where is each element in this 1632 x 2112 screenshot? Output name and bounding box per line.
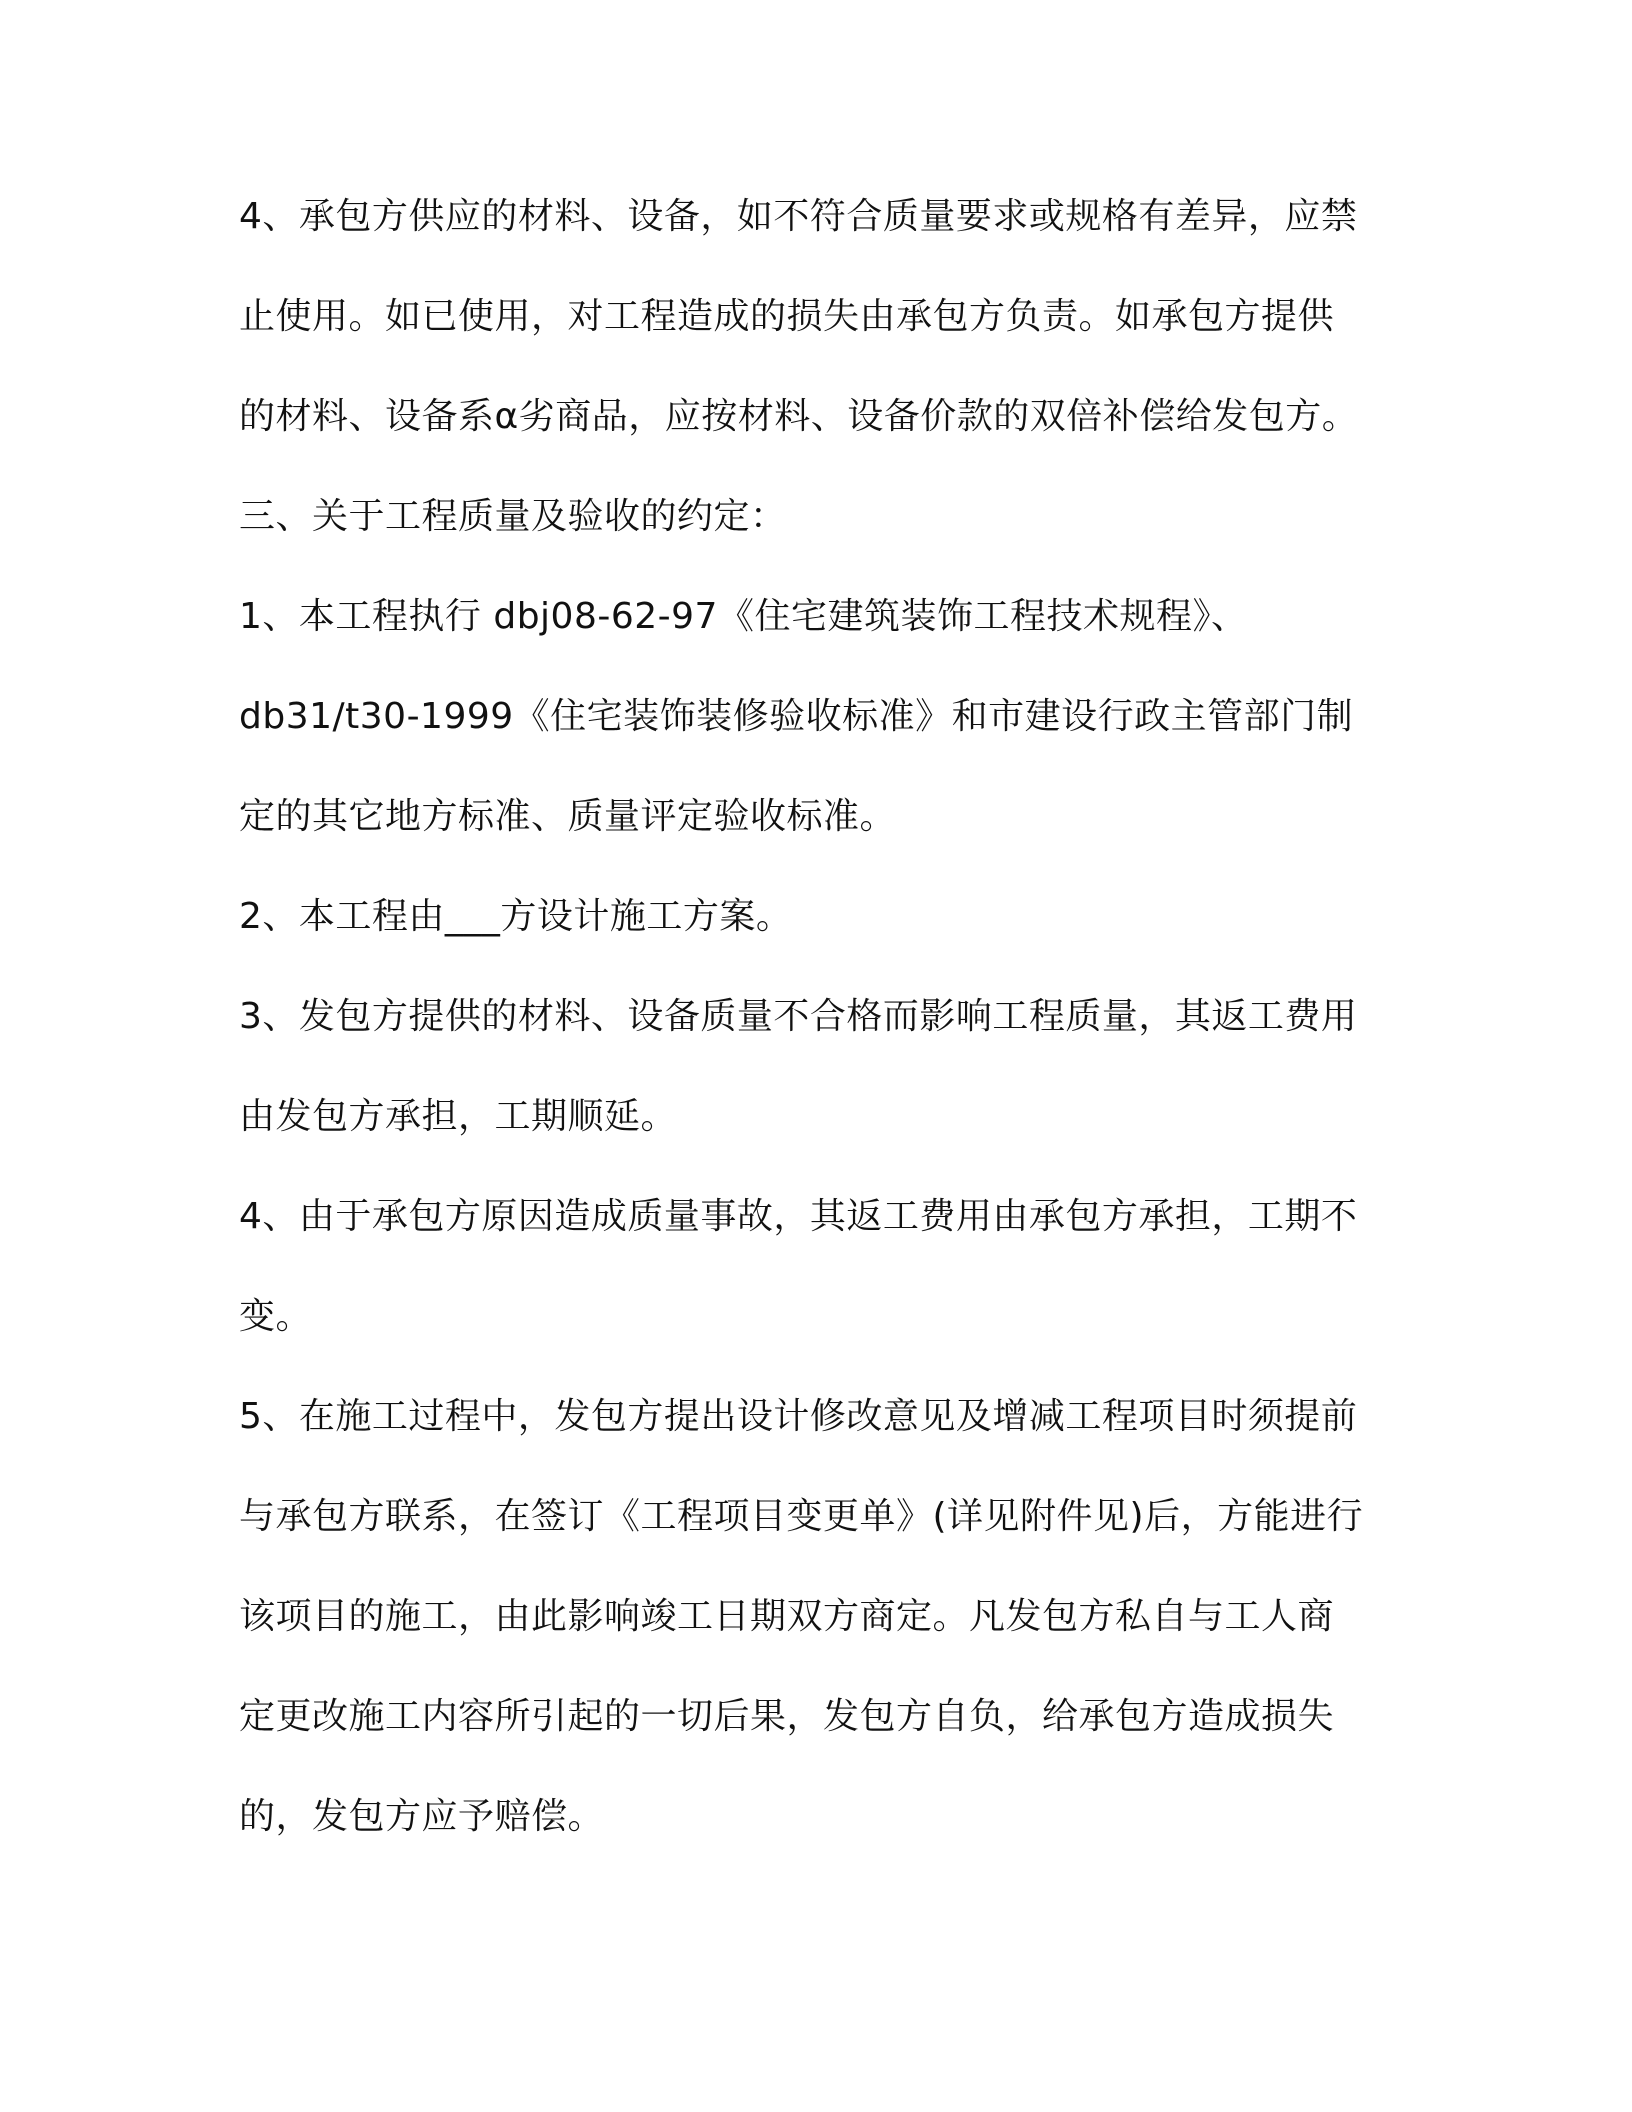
text-line: 2、本工程由___方设计施工方案。	[239, 896, 793, 937]
text-line: 的，发包方应予赔偿。	[239, 1796, 605, 1837]
text-line: 定更改施工内容所引起的一切后果，发包方自负，给承包方造成损失	[239, 1696, 1335, 1737]
text-line: 定的其它地方标准、质量评定验收标准。	[239, 796, 897, 837]
text-line: 1、本工程执行 dbj08-62-97《住宅建筑装饰工程技术规程》、	[239, 596, 1248, 637]
text-line: 4、由于承包方原因造成质量事故，其返工费用由承包方承担，工期不	[239, 1196, 1358, 1237]
text-line: 3、发包方提供的材料、设备质量不合格而影响工程质量，其返工费用	[239, 996, 1358, 1037]
text-line: 变。	[239, 1296, 313, 1337]
text-line: 止使用。如已使用，对工程造成的损失由承包方负责。如承包方提供	[239, 296, 1335, 337]
section-heading: 三、关于工程质量及验收的约定：	[239, 496, 787, 537]
text-line: db31/t30-1999《住宅装饰装修验收标准》和市建设行政主管部门制	[239, 696, 1354, 737]
text-line: 该项目的施工，由此影响竣工日期双方商定。凡发包方私自与工人商	[239, 1596, 1335, 1637]
text-line: 的材料、设备系α劣商品，应按材料、设备价款的双倍补偿给发包方。	[239, 396, 1359, 437]
text-line: 5、在施工过程中，发包方提出设计修改意见及增减工程项目时须提前	[239, 1396, 1358, 1437]
text-line: 4、承包方供应的材料、设备，如不符合质量要求或规格有差异，应禁	[239, 196, 1358, 237]
text-line: 与承包方联系，在签订《工程项目变更单》(详见附件见)后，方能进行	[239, 1496, 1364, 1537]
text-line: 由发包方承担，工期顺延。	[239, 1096, 678, 1137]
